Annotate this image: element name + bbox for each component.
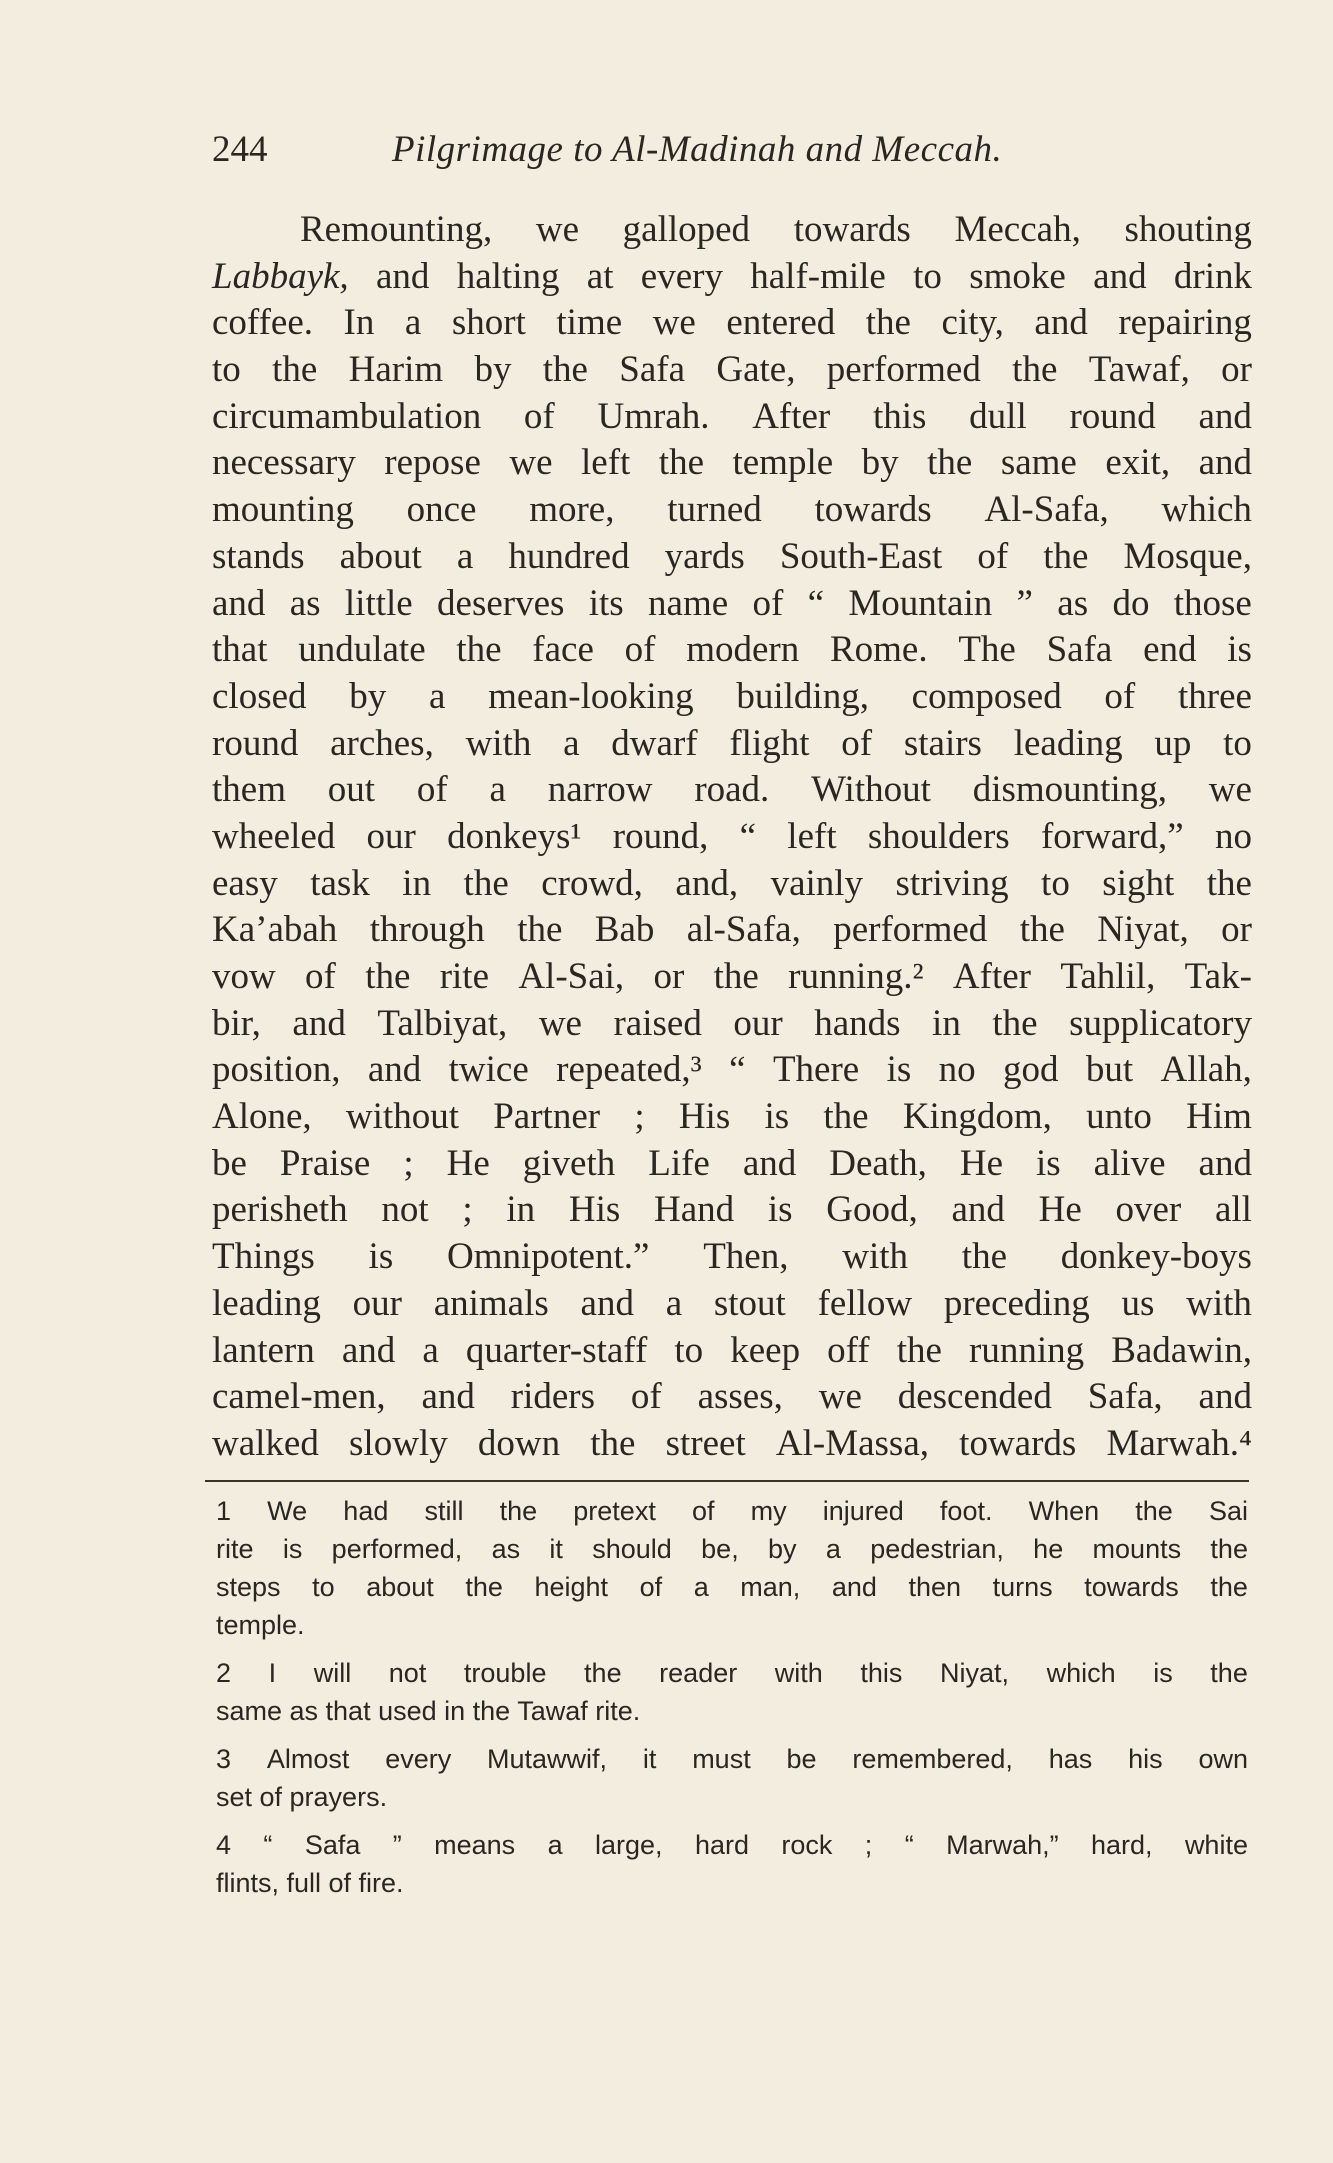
body-line: them out of a narrow road. Without dismounting, we <box>212 769 1252 811</box>
footnote-line: steps to about the height of a man, and then turns towards the <box>216 1572 1248 1602</box>
body-line: lantern and a quarter-staff to keep off the running Badawin, <box>212 1329 1252 1371</box>
body-line: leading our animals and a stout fellow preceding us with <box>212 1282 1252 1324</box>
footnotes <box>216 1492 1248 1912</box>
footnote-line: 3 Almost every Mutawwif, it must be remembered, has his own <box>216 1744 1248 1774</box>
page-number: 244 <box>212 129 268 170</box>
body-text <box>212 207 1252 1468</box>
body-line: to the Harim by the Safa Gate, performed the Tawaf, or <box>212 349 1252 391</box>
body-line: wheeled our donkeys¹ round, “ left shoulders forward,” no <box>212 815 1252 857</box>
body-line: Things is Omnipotent.” Then, with the donkey-boys <box>212 1236 1252 1278</box>
footnote-line: same as that used in the Tawaf rite. <box>216 1696 641 1726</box>
body-line: perisheth not ; in His Hand is Good, and He over all <box>212 1189 1252 1231</box>
body-line: circumambulation of Umrah. After this dull round and <box>212 395 1252 437</box>
footnote-line: rite is performed, as it should be, by a pedestrian, he mounts the <box>216 1534 1248 1564</box>
footnote-line: 2 I will not trouble the reader with this Niyat, which is the <box>216 1658 1248 1688</box>
body-line: bir, and Talbiyat, we raised our hands in the supplicatory <box>212 1002 1252 1044</box>
body-line: mounting once more, turned towards Al-Safa, which <box>212 489 1252 531</box>
body-line: Remounting, we galloped towards Meccah, shouting <box>300 209 1252 250</box>
footnote-line: 1 We had still the pretext of my injured foot. When the Sai <box>216 1496 1248 1526</box>
footnote <box>216 1492 1248 1644</box>
body-line: position, and twice repeated,³ “ There is no god but Allah, <box>212 1049 1252 1091</box>
body-line: vow of the rite Al-Sai, or the running.² After Tahlil, Tak- <box>212 956 1252 997</box>
page-header <box>212 128 1252 178</box>
body-line: Ka’abah through the Bab al-Safa, performed the Niyat, or <box>212 909 1252 951</box>
footnote-line: temple. <box>216 1610 305 1640</box>
body-line: that undulate the face of modern Rome. The Safa end is <box>212 629 1252 671</box>
running-title: Pilgrimage to Al-Madinah and Meccah. <box>392 129 1003 170</box>
body-line: walked slowly down the street Al-Massa, towards Marwah.⁴ <box>212 1422 1252 1464</box>
body-line: and as little deserves its name of “ Mountain ” as do those <box>212 582 1252 624</box>
body-line: camel-men, and riders of asses, we descended Safa, and <box>212 1376 1252 1418</box>
body-line: stands about a hundred yards South-East of the Mosque, <box>212 535 1252 577</box>
footnote-line: set of prayers. <box>216 1782 388 1812</box>
footnote <box>216 1654 1248 1730</box>
body-line: coffee. In a short time we entered the city, and repairing <box>212 302 1252 344</box>
body-line: Labbayk, and halting at every half-mile to smoke and drink <box>212 255 1252 297</box>
footnote-rule <box>205 1480 1249 1482</box>
footnote <box>216 1740 1248 1816</box>
footnote <box>216 1826 1248 1902</box>
body-line: round arches, with a dwarf flight of stairs leading up to <box>212 722 1252 764</box>
body-line: necessary repose we left the temple by the same exit, and <box>212 442 1252 484</box>
body-line: closed by a mean-looking building, composed of three <box>212 675 1252 717</box>
footnote-line: flints, full of fire. <box>216 1868 404 1898</box>
footnote-line: 4 “ Safa ” means a large, hard rock ; “ Marwah,” hard, white <box>216 1830 1248 1860</box>
body-line: be Praise ; He giveth Life and Death, He is alive and <box>212 1142 1252 1184</box>
body-line: Alone, without Partner ; His is the Kingdom, unto Him <box>212 1096 1252 1138</box>
body-line: easy task in the crowd, and, vainly striving to sight the <box>212 862 1252 904</box>
